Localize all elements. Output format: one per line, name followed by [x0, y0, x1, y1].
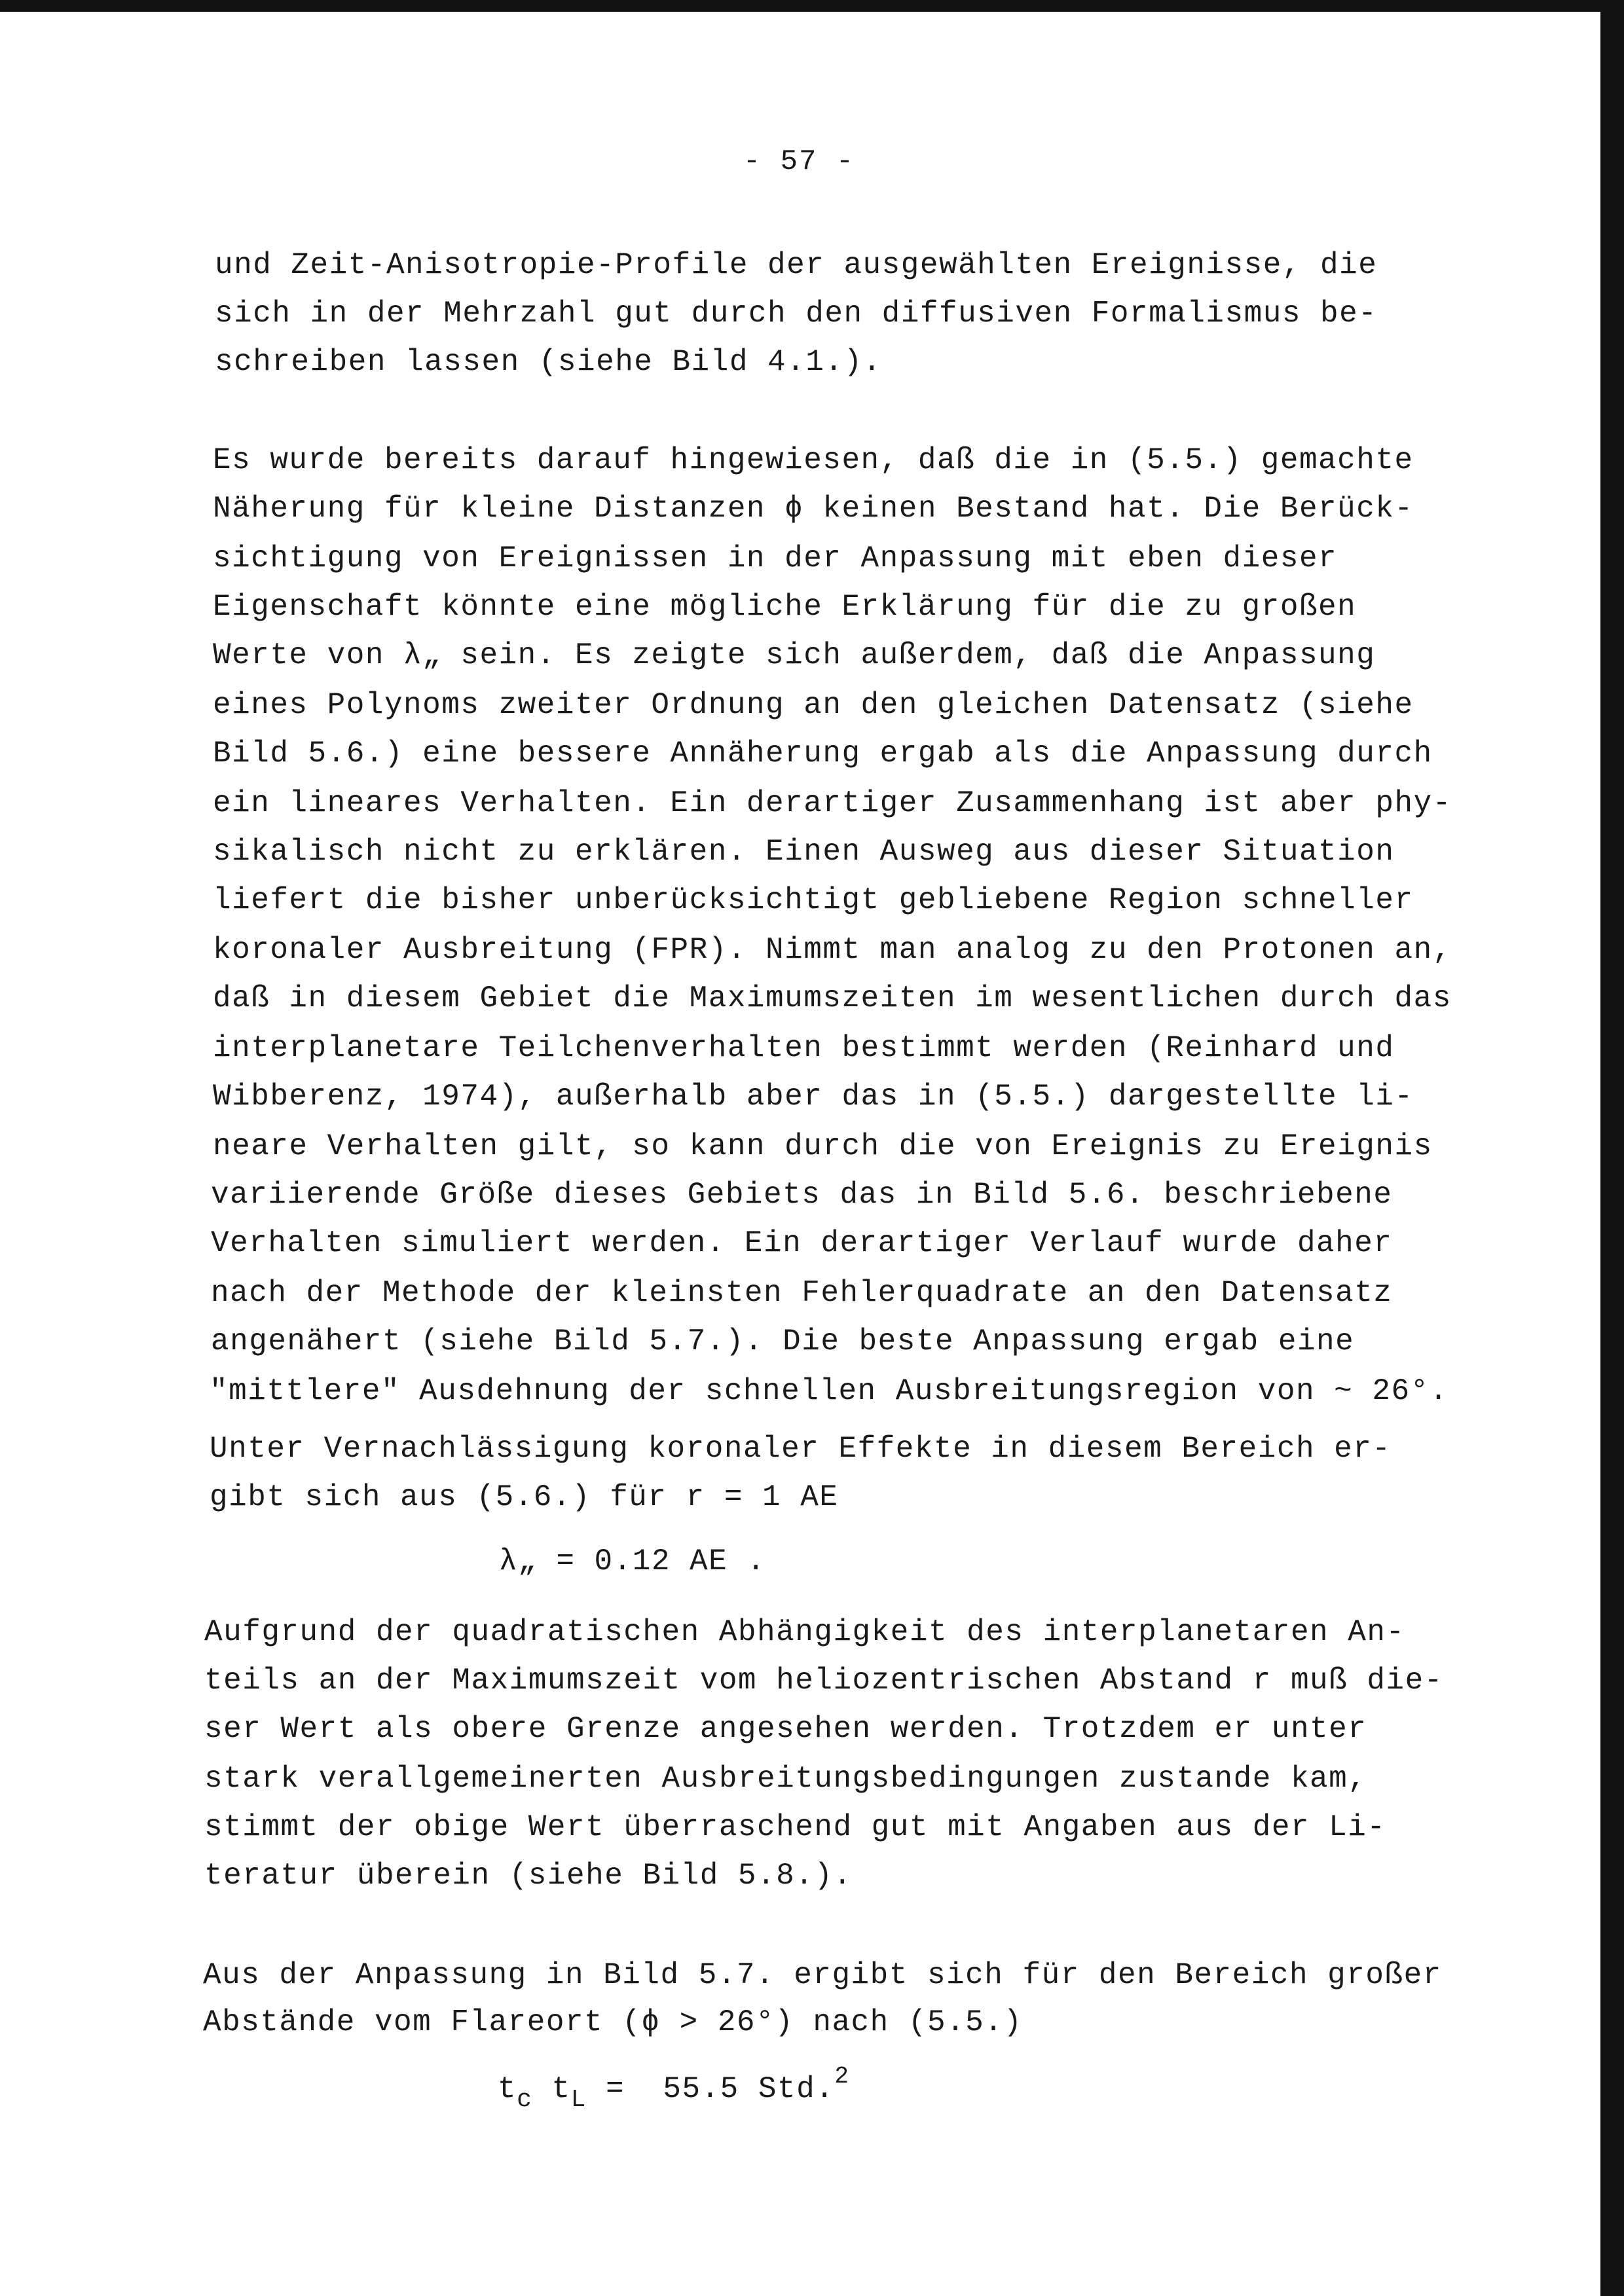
text-line: teils an der Maximumszeit vom heliozentrischen Abstand r muß die-	[204, 1664, 1443, 1698]
text-line: Aufgrund der quadratischen Abhängigkeit des interplanetaren An-	[204, 1615, 1405, 1649]
text-line: Werte von λ„ sein. Es zeigte sich außerdem, daß die Anpassung	[213, 638, 1376, 672]
page-number: - 57 -	[743, 145, 855, 178]
formula-t: t	[532, 2072, 571, 2106]
text-line: sichtigung von Ereignissen in der Anpassung mit eben dieser	[213, 541, 1338, 575]
text-line: Eigenschaft könnte eine mögliche Erklärung für die zu großen	[213, 590, 1357, 624]
text-line: Abstände vom Flareort (ϕ > 26°) nach (5.5.)	[203, 2005, 1023, 2039]
text-line: variierende Größe dieses Gebiets das in Bild 5.6. beschriebene	[211, 1178, 1393, 1212]
text-line: Es wurde bereits darauf hingewiesen, daß die in (5.5.) gemachte	[213, 443, 1414, 477]
text-line: sich in der Mehrzahl gut durch den diffusiven Formalismus be-	[215, 297, 1378, 331]
formula-t: t	[498, 2072, 517, 2106]
text-line: eines Polynoms zweiter Ordnung an den gleichen Datensatz (siehe	[213, 688, 1414, 722]
subscript-l: L	[570, 2086, 587, 2114]
text-line: stark verallgemeinerten Ausbreitungsbedingungen zustande kam,	[204, 1762, 1367, 1796]
text-line: nach der Methode der kleinsten Fehlerquadrate an den Datensatz	[211, 1276, 1393, 1310]
text-line: Bild 5.6.) eine bessere Annäherung ergab als die Anpassung durch	[213, 737, 1433, 771]
scan-border-top	[0, 0, 1624, 12]
text-line: "mittlere" Ausdehnung der schnellen Ausbreitungsregion von ~ 26°.	[210, 1374, 1449, 1408]
text-line: Näherung für kleine Distanzen ϕ keinen Bestand hat. Die Berück-	[213, 492, 1414, 526]
subscript-c: c	[517, 2086, 533, 2114]
text-line: interplanetare Teilchenverhalten bestimmt werden (Reinhard und	[213, 1031, 1395, 1065]
formula-lambda	[499, 1543, 766, 1580]
formula-time	[498, 2063, 850, 2114]
text-line: koronaler Ausbreitung (FPR). Nimmt man analog zu den Protonen an,	[213, 933, 1452, 967]
superscript-2: 2	[834, 2063, 850, 2090]
text-line: neare Verhalten gilt, so kann durch die von Ereignis zu Ereignis	[213, 1129, 1433, 1163]
text-line: Wibberenz, 1974), außerhalb aber das in (5.5.) dargestellte li-	[213, 1080, 1414, 1114]
lambda-symbol: λ„	[499, 1544, 538, 1578]
text-line: Aus der Anpassung in Bild 5.7. ergibt sich für den Bereich großer	[203, 1958, 1442, 1992]
text-line: Unter Vernachlässigung koronaler Effekte in diesem Bereich er-	[210, 1432, 1392, 1466]
text-line: Verhalten simuliert werden. Ein derartiger Verlauf wurde daher	[211, 1226, 1393, 1260]
text-line: sikalisch nicht zu erklären. Einen Ausweg aus dieser Situation	[213, 835, 1395, 869]
formula-value: = 0.12 AE .	[537, 1544, 766, 1578]
text-line: gibt sich aus (5.6.) für r = 1 AE	[210, 1480, 839, 1514]
text-line: ein lineares Verhalten. Ein derartiger Zusammenhang ist aber phy-	[213, 786, 1452, 820]
text-line: teratur überein (siehe Bild 5.8.).	[204, 1859, 853, 1893]
text-line: daß in diesem Gebiet die Maximumszeiten im wesentlichen durch das	[213, 981, 1452, 1015]
text-line: ser Wert als obere Grenze angesehen werden. Trotzdem er unter	[204, 1712, 1367, 1746]
formula-value: = 55.5 Std.	[586, 2072, 835, 2106]
text-line: angenähert (siehe Bild 5.7.). Die beste Anpassung ergab eine	[211, 1324, 1355, 1358]
text-line: stimmt der obige Wert überraschend gut mit Angaben aus der Li-	[204, 1810, 1386, 1844]
scan-border-right	[1600, 0, 1624, 2296]
text-line: und Zeit-Anisotropie-Profile der ausgewählten Ereignisse, die	[215, 248, 1378, 282]
text-line: liefert die bisher unberücksichtigt gebliebene Region schneller	[213, 883, 1414, 917]
text-line: schreiben lassen (siehe Bild 4.1.).	[215, 345, 882, 379]
